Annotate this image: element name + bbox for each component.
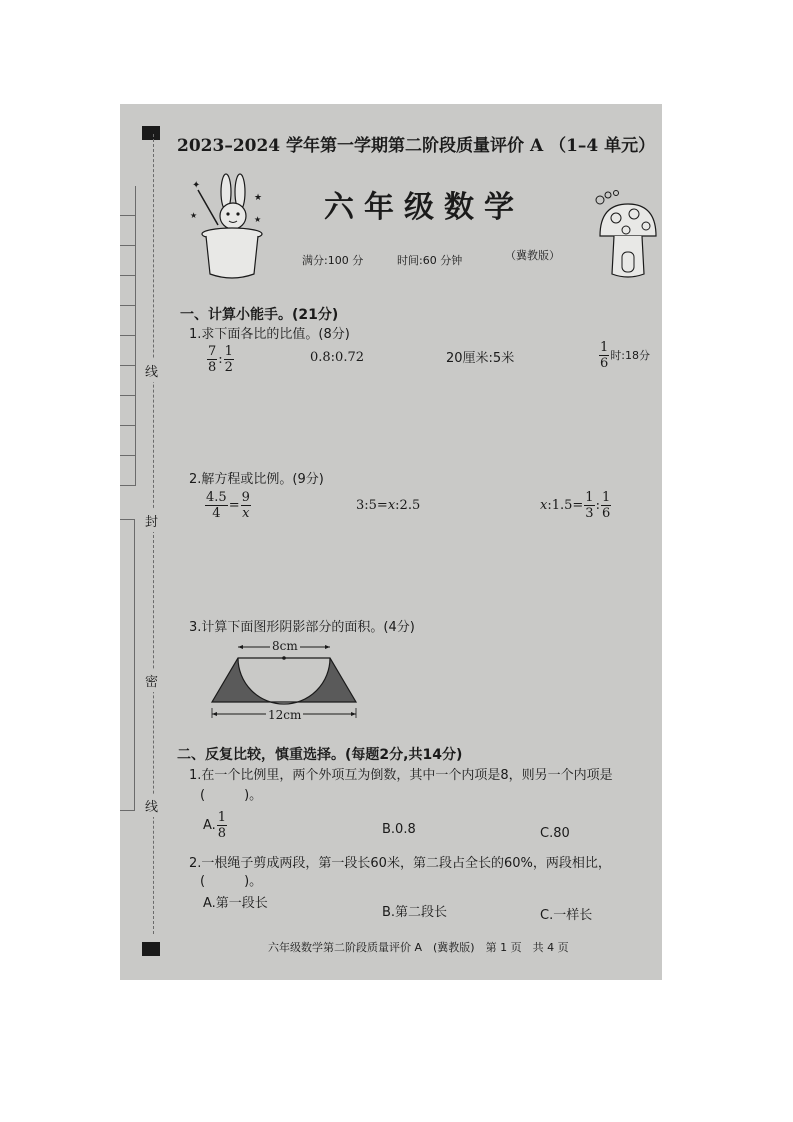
exam-title: 六年级数学 — [324, 190, 524, 225]
q2-1-text: 1.在一个比例里，两个外项互为倒数，其中一个内项是8，则另一个内项是 — [189, 768, 613, 783]
full-score-label: 满分:100 分 — [302, 254, 364, 267]
binding-side-box — [120, 519, 135, 811]
binding-char-line-2: 线 — [145, 794, 158, 817]
q1-2-label: 2.解方程或比例。(9分) — [189, 472, 324, 487]
q2-2-option-a[interactable]: A.第一段长 — [203, 896, 268, 911]
equation-1: $\frac{4.5}{4}$ = $\frac{9}{x}$ — [206, 490, 250, 521]
figure-bottom-dimension: 12cm — [268, 708, 302, 722]
svg-text:★: ★ — [254, 215, 262, 224]
q2-2-option-c[interactable]: C.一样长 — [540, 908, 593, 923]
q2-1-blank: ( )。 — [200, 788, 263, 803]
edition-label: （冀教版） — [505, 249, 560, 262]
mushroom-house-illustration — [594, 190, 660, 282]
figure-top-dimension: 8cm — [272, 639, 298, 653]
ratio-expr-3: 20厘米:5米 — [446, 351, 515, 366]
binding-char-seal: 封 — [145, 509, 158, 532]
time-limit-label: 时间:60 分钟 — [397, 254, 463, 267]
binding-char-secret: 密 — [145, 669, 158, 692]
binding-info-boxes — [120, 186, 136, 496]
q1-3-label: 3.计算下面图形阴影部分的面积。(4分) — [189, 620, 415, 635]
registration-mark-top — [142, 126, 160, 140]
q2-1-option-a[interactable]: A. $\frac{1}{8}$ — [203, 810, 227, 841]
q1-1-label: 1.求下面各比的比值。(8分) — [189, 327, 350, 342]
q2-1-option-b[interactable]: B.0.8 — [382, 822, 416, 837]
rabbit-hat-illustration — [188, 170, 270, 282]
q2-2-text: 2.一根绳子剪成两段，第一段长60米，第二段占全长的60%，两段相比， — [189, 856, 611, 871]
equation-3: x:1.5= $\frac{1}{3}$ : $\frac{1}{6}$ — [540, 490, 611, 521]
ratio-expr-1: $\frac{7}{8}$ : $\frac{1}{2}$ — [208, 344, 233, 375]
svg-text:★: ★ — [190, 211, 198, 220]
q2-2-blank: ( )。 — [200, 874, 263, 889]
ratio-expr-4: $\frac{1}{6}$ 时:18分 — [600, 340, 650, 371]
section-2-title: 二、反复比较，慎重选择。(每题2分,共14分) — [177, 747, 463, 763]
binding-char-line: 线 — [145, 359, 158, 382]
svg-text:★: ★ — [254, 193, 263, 203]
q2-2-option-b[interactable]: B.第二段长 — [382, 905, 448, 920]
svg-text:✦: ✦ — [192, 180, 201, 191]
exam-subtitle: 2023–2024 学年第一学期第二阶段质量评价 A （1–4 单元） — [177, 136, 656, 156]
equation-2: 3:5=x:2.5 — [356, 498, 421, 513]
exam-page — [120, 104, 662, 980]
section-1-title: 一、计算小能手。(21分) — [180, 307, 339, 323]
page-footer: 六年级数学第二阶段质量评价 A (冀教版) 第 1 页 共 4 页 — [268, 941, 569, 954]
registration-mark-bottom — [142, 942, 160, 956]
ratio-expr-2: 0.8:0.72 — [310, 350, 364, 365]
q2-1-option-c[interactable]: C.80 — [540, 826, 570, 841]
